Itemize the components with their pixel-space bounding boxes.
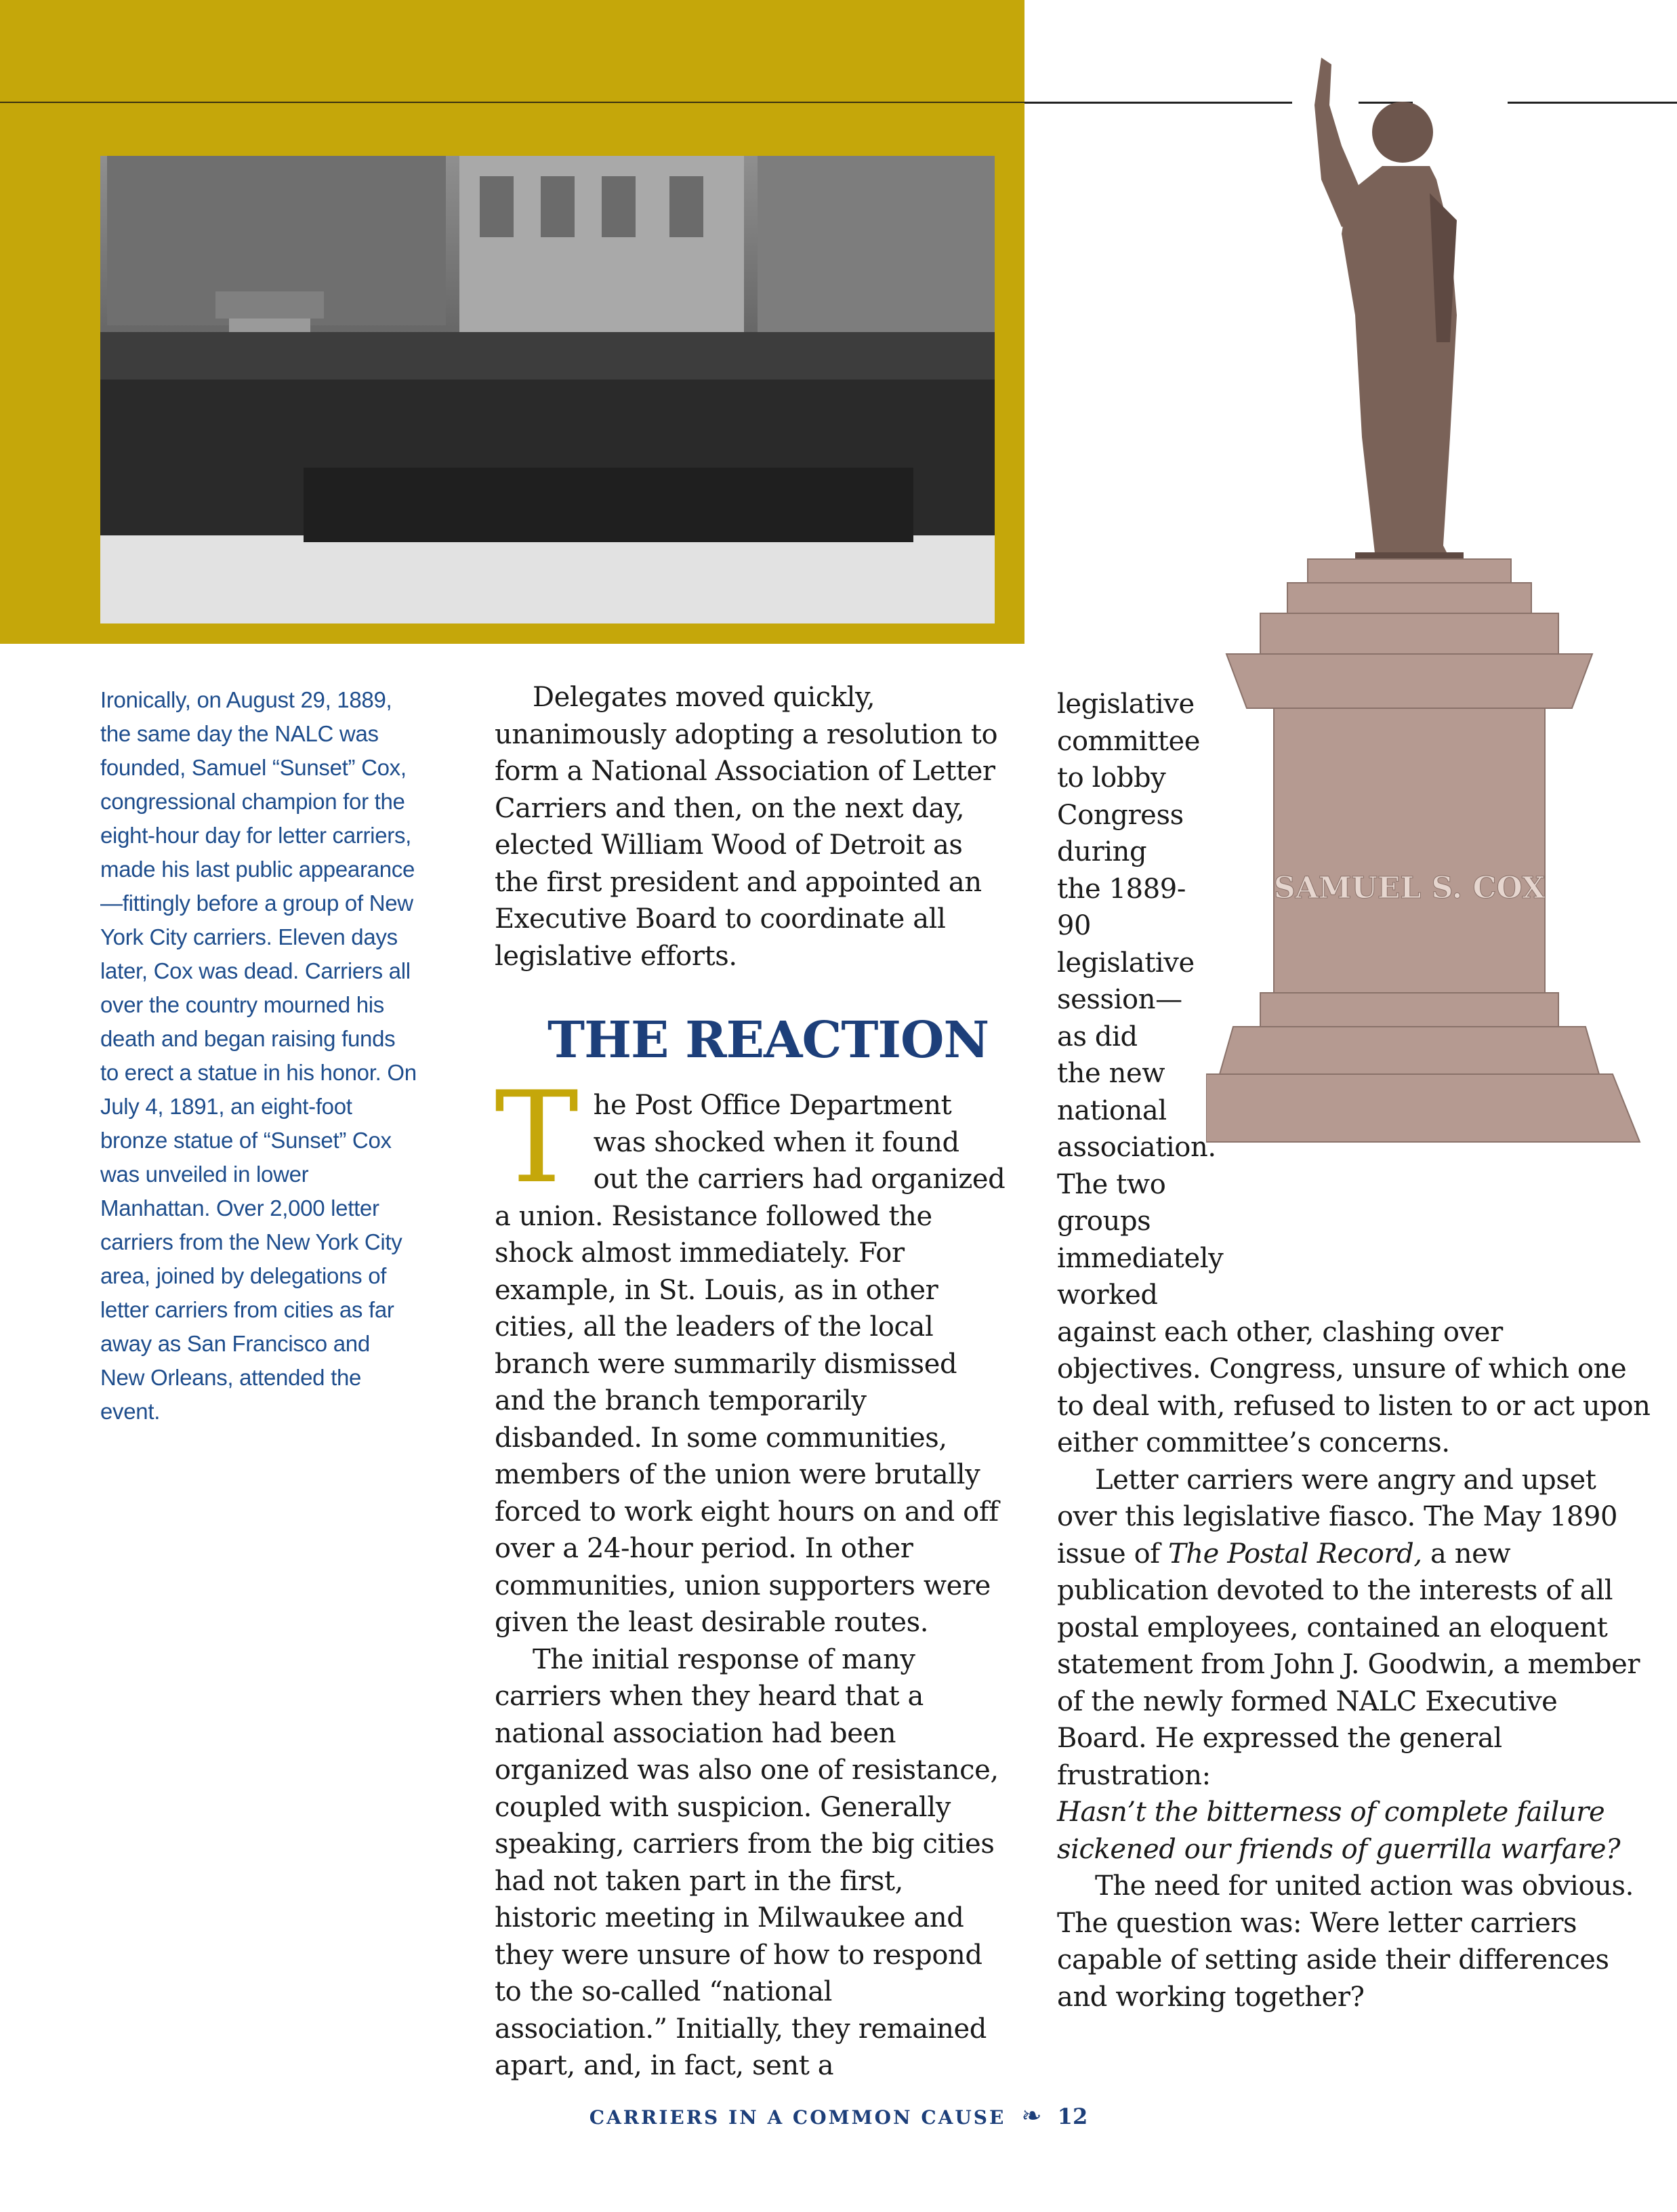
block-quote: Hasn’t the bitterness of complete failure sickened our friends of guerrilla warfare? xyxy=(1057,1797,1621,1865)
crowd-photo-icon xyxy=(100,156,995,623)
leaf-ornament-icon: ❧ xyxy=(1021,2102,1042,2130)
col1-paragraph-2 xyxy=(495,1064,1010,1641)
col2-paragraph-2-a: Letter carriers were angry and upset over this legislative fiasco. The May 1890 issue of xyxy=(1057,1464,1618,1570)
photo-caption: Ironically, on August 29, 1889, the same day the NALC was founded, Samuel “Sunset” Cox, congressional champion for the eight-hour day for letter carriers, made his last public appearance—fittingly before a group of New York City carriers. Eleven days later, Cox was dead. Carriers all over the country mourned his death and began raising funds to erect a statue in his honor. On July 4, 1891, an eight-foot bronze statue of “Sunset” Cox was unveiled in lower Manhattan. Over 2,000 letter carriers from the New York City area, joined by delegations of letter carriers from cities as far away as San Francisco and New Orleans, attended the event. xyxy=(100,687,417,1424)
col2-paragraph-3: The need for united action was obvious. The question was: Were letter carriers capable of setting aside their differences and working together? xyxy=(1057,1870,1634,2013)
col2-paragraph-2 xyxy=(1057,1462,1653,1795)
header-rule-gold xyxy=(0,102,1024,103)
drop-cap: T xyxy=(495,1064,579,1211)
publication-title: The Postal Record, xyxy=(1168,1538,1422,1570)
statue-inscription: SAMUEL S. COX xyxy=(1273,871,1546,905)
col2-narrow-text: legislative committee to lobby Congress during the 1889-90 legislative session—as did the new national association. The two groups immediately worked xyxy=(1057,689,1224,1311)
column-2 xyxy=(1057,686,1653,2015)
crowd-photo xyxy=(100,156,995,623)
col1-paragraph-3: The initial response of many carriers when they heard that a national association had been organized was also one of resistance, coupled with suspicion. Generally speaking, carriers from the big cities had not taken part in the first, historic meeting in Milwaukee and they were unsure of how to respond to the so-called “national association.” Initially, they remained apart, and, in fact, sent a xyxy=(495,1643,999,2081)
page-number: 12 xyxy=(1057,2104,1088,2129)
footer-label: CARRIERS IN A COMMON CAUSE xyxy=(589,2106,1006,2129)
page-footer xyxy=(0,2102,1677,2130)
col1-paragraph-1: Delegates moved quickly, unanimously adopting a resolution to form a National Association of Letter Carriers and then, on the next day, elected William Wood of Detroit as the first president and appointed an Executive Board to coordinate all legislative efforts. xyxy=(495,682,998,972)
column-1 xyxy=(495,679,1010,2085)
col2-paragraph-2-b: a new publication devoted to the interests of all postal employees, contained an eloquent statement from John J. Goodwin, a member of the newly formed NALC Executive Board. He expressed the general frustration: xyxy=(1057,1538,1640,1791)
col1-paragraph-2-text: he Post Office Department was shocked when it found out the carriers had organized a union. Resistance followed the shock almost immediately. For example, in St. Louis, as in other cities, all the leaders of the local branch were summarily dismissed and the branch temporarily disbanded. In some communities, members of the union were brutally forced to work eight hours on and off over a 24-hour period. In other communities, union supporters were given the least desirable routes. xyxy=(495,1090,1006,1638)
section-heading: THE REACTION xyxy=(547,1011,989,1069)
col2-paragraph-1: against each other, clashing over objectives. Congress, unsure of which one to deal with, refused to listen to or act upon either committee’s concerns. xyxy=(1057,1316,1651,1458)
